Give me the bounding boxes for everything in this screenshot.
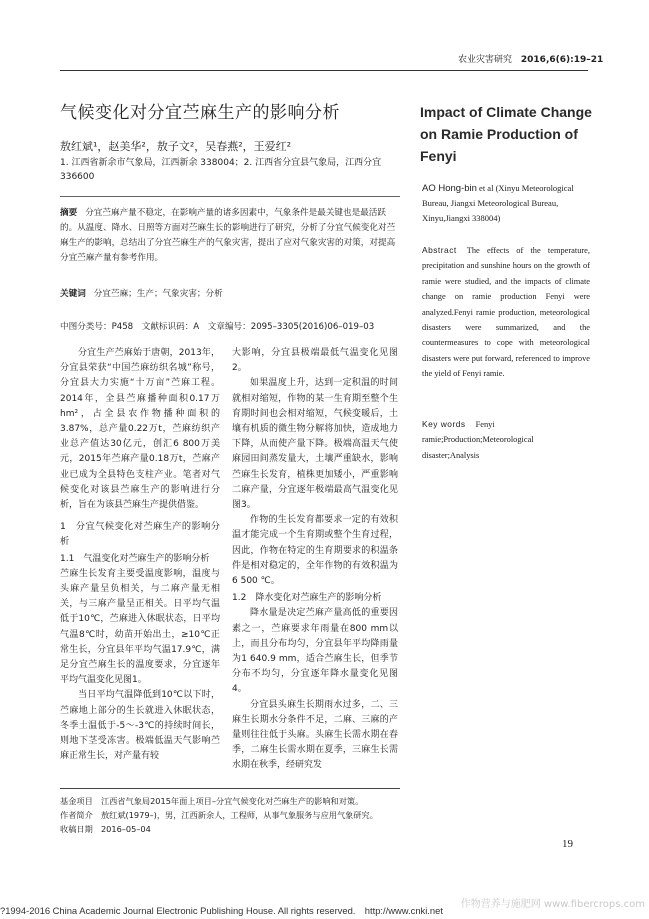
abstract-label: 摘要 — [60, 208, 78, 218]
affiliation-chinese: 1. 江西省新余市气象局，江西新余 338004；2. 江西省分宜县气象局，江西分宜 336600 — [60, 158, 382, 182]
abstract-english-label: Abstract — [422, 245, 457, 255]
keywords-label: 关键词 — [60, 289, 86, 299]
keywords-chinese — [60, 287, 398, 299]
intro-paragraph: 分宜生产苎麻始于唐朝，2013年，分宜县荣获“中国苎麻纺织名城”称号，分宜县大力实施“十万亩”苎麻工程。2014年，全县苎麻播种面积0.17万hm²，占全县农作物播种面积的3.87%，总产量0.22万t，苎麻纺织产业总产值达30亿元，创汇6 800万美元，2015年苎麻产量0.18万t，苎麻产业已成为全县特色支柱产业。笔者对气候变化对该县苎麻生产的影响进行分析，旨在为该县苎麻生产提供借鉴。 — [60, 348, 220, 511]
section-heading-1: 1 分宜气候变化对苎麻生产的影响分析 — [60, 521, 220, 548]
paragraph-2a: 大影响，分宜县极端最低气温变化见图2。 — [232, 348, 398, 374]
author-english-name: AO Hong-bin — [422, 183, 477, 194]
abstract-text: 分宜苎麻产量不稳定，在影响产量的诸多因素中，气象条件是最关键也是最活跃的。从温度、降水、日照等方面对苎麻生长的影响进行了研究，分析了分宜气候变化对苎麻生产的影响，总结出了分宜苎麻生产的气象灾害，提出了应对气象灾害的对策，对提高分宜苎麻产量有参考作用。 — [60, 208, 396, 263]
footnote-received: 收稿日期 2016–05–04 — [60, 824, 151, 834]
footnote — [60, 794, 405, 836]
journal-header — [458, 52, 603, 65]
paragraph-2d: 降水量是决定苎麻产量高低的重要因素之一，苎麻要求年雨量在800 mm以上，而且分布均匀，分宜县年平均降雨量为1 640.9 mm，适合苎麻生长，但季节分布不均匀，分宜逐年降水量变化见图4。 — [232, 608, 398, 695]
header-rule — [60, 70, 588, 71]
journal-name: 农业灾害研究 — [458, 55, 513, 65]
paragraph-2b: 如果温度上升，达到一定积温的时间就相对缩短，作物的某一生育期至整个生育期时间也会相对缩短，气候变暖后，土壤有机质的微生物分解将加快，造成地力下降，从而使产量下降。极端高温天气使麻园田间蒸发量大，土壤严重缺水，影响苎麻生长发育，植株更加矮小，严重影响二麻产量，分宜逐年极端最高气温变化见图3。 — [232, 378, 398, 511]
title-english: Impact of Climate Change on Ramie Production of Fenyi — [420, 104, 592, 164]
paragraph-2e: 分宜县头麻生长期雨水过多，二、三麻生长期水分条件不足，二麻、三麻的产量则往往低于头麻。头麻生长需水期在春季，二麻生长需水期在夏季，三麻生长需水期在秋季，经研究发 — [232, 699, 398, 771]
abstract-chinese — [60, 206, 398, 266]
keywords-english — [422, 417, 590, 463]
author-english — [422, 181, 590, 226]
copyright-line: ?1994-2016 China Academic Journal Electronic Publishing House. All rights reserved. http://www.cnki.net — [0, 905, 443, 916]
paragraph-2c: 作物的生长发育都要求一定的有效积温才能完成一个生育期或整个生育过程，因此，作物在特定的生育期要求的积温条件是相对稳定的，全年作物的有效积温为6 500 ℃。 — [232, 515, 398, 587]
authors-chinese: 敖红斌¹，赵美华²，敖子文²，吴春燕²，王爱红² — [60, 140, 292, 153]
footnote-author: 作者简介 敖红斌(1979–)，男，江西新余人，工程师，从事气象服务与应用气象研究。 — [60, 810, 378, 820]
footnote-rule — [60, 788, 400, 789]
title-chinese: 气候变化对分宜苎麻生产的影响分析 — [60, 103, 340, 123]
footnote-fund: 基金项目 江西省气象局2015年面上项目–分宜气候变化对苎麻生产的影响和对策。 — [60, 796, 364, 806]
keywords-english-text: Fenyi ramie;Production;Meteorological disaster;Analysis — [422, 420, 534, 460]
subsection-heading-1-1: 1.1 气温变化对苎麻生产的影响分析 — [60, 553, 210, 564]
section-rule — [60, 196, 400, 197]
keywords-text: 分宜苎麻；生产；气象灾害；分析 — [93, 289, 223, 299]
author-english-affiliation: et al (Xinyu Meteorological Bureau, Jiangxi Meteorological Bureau, Xinyu,Jiangxi 338004) — [422, 183, 574, 223]
watermark: 作物营养与施肥网 www.fibercrops.com — [460, 899, 645, 910]
body-column-2 — [232, 346, 398, 774]
abstract-english-text: The effects of the temperature, precipitation and sunshine hours on the growth of ramie were studied, and the impacts of climate change on ramie production Fenyi were analyzed.Fenyi ramie production, meteorological disasters were summarized, and the countermeasures to cope with meteorological disasters were put forward, referenced to improve the yield of Fenyi ramie. — [422, 246, 590, 379]
journal-issue: 2016,6(6):19–21 — [520, 55, 604, 65]
abstract-english — [422, 243, 590, 382]
keywords-english-label: Key words — [422, 419, 466, 429]
subsection-heading-1-2: 1.2 降水变化对苎麻生产的影响分析 — [232, 593, 382, 604]
body-column-1 — [60, 346, 220, 764]
classification-line: 中图分类号：P458 文献标识码：A 文章编号：2095–3305(2016)06–019–03 — [60, 322, 375, 332]
paragraph-1-1a: 苎麻生长发育主要受温度影响，温度与头麻产量呈负相关，与二麻产量无相关，与三麻产量呈正相关。日平均气温低于10℃，苎麻进入休眠状态，日平均气温8℃时，幼苗开始出土，≥10℃正常生长，分宜县年平均气温17.9℃，满足分宜苎麻生长的温度要求，分宜逐年平均气温变化见图1。 — [60, 568, 220, 686]
paragraph-1-1b: 当日平均气温降低到10℃以下时，苎麻地上部分的生长就进入休眠状态，冬季土温低于-5～-3℃的持续时间长，则地下茎受冻害。极端低温天气影响苎麻正常生长，对产量有较 — [60, 690, 220, 762]
page-number: 19 — [562, 838, 573, 850]
